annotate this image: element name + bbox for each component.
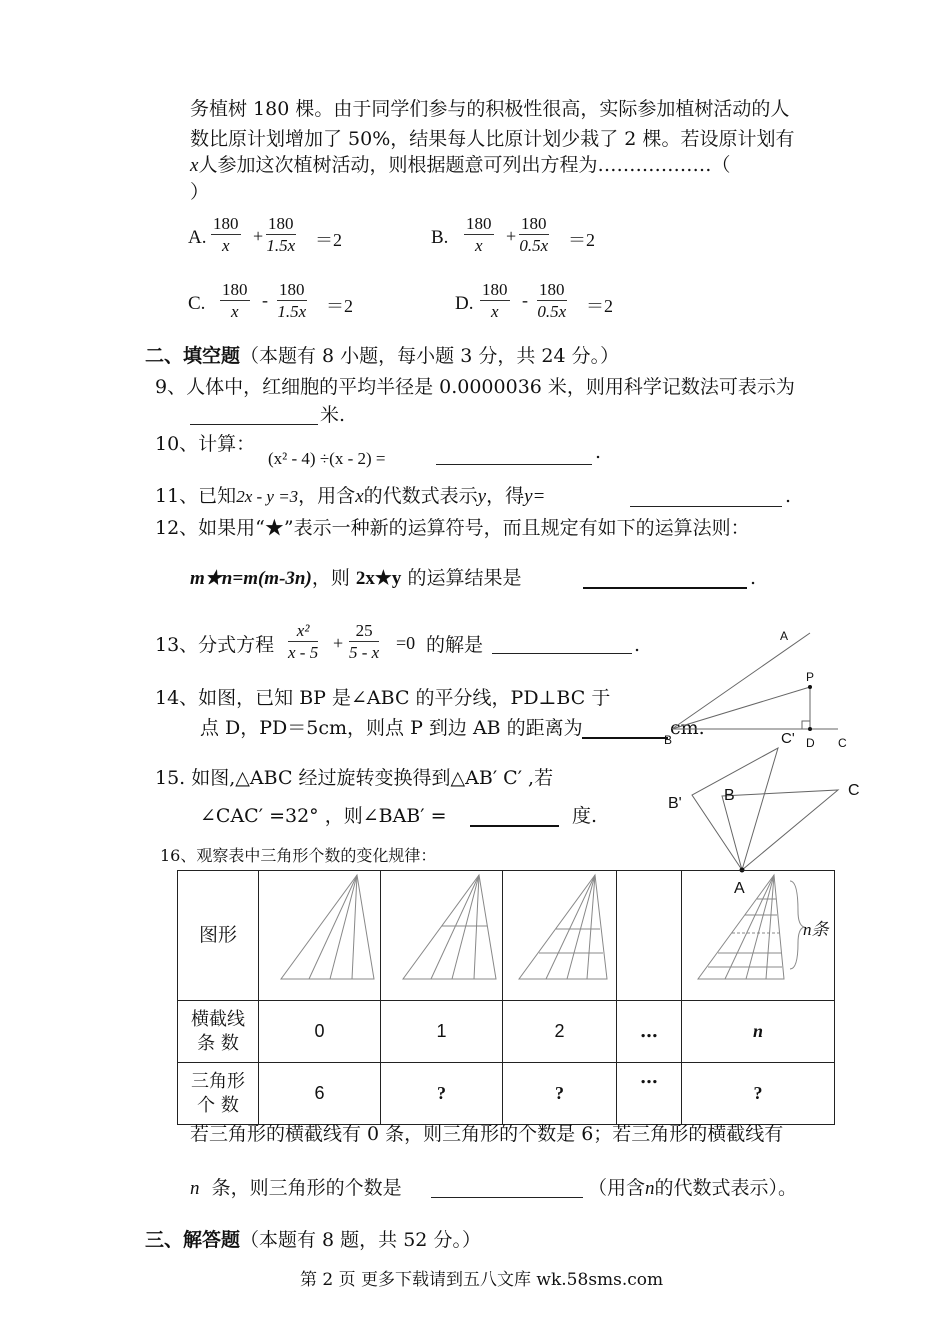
triangle-figure-n — [682, 871, 834, 995]
numerator: 180 — [213, 214, 239, 233]
option-d-frac2 — [537, 280, 567, 323]
page-footer: 第 2 页 更多下载请到五八文库 wk.58sms.com — [300, 1270, 664, 1290]
q11-var-y: y — [477, 486, 487, 507]
q15-line2: ∠CAC′ =32° ，则∠BAB′ = — [200, 805, 447, 827]
section2-heading — [145, 344, 619, 368]
q16-line2b: （用含 — [588, 1177, 646, 1199]
q12-tail: 的运算结果是 — [401, 567, 522, 589]
q10-answer-blank[interactable] — [436, 464, 592, 465]
q12-rule-line — [190, 566, 521, 591]
option-c-op: - — [262, 290, 268, 310]
q11-mid: ，用含 — [298, 485, 356, 507]
numerator: 180 — [482, 280, 508, 299]
q14-line1: 14、如图，已知 BP 是∠ABC 的平分线，PD⊥BC 于 — [155, 687, 611, 709]
q8-line1: 务植树 180 棵。由于同学们参与的积极性很高，实际参加植树活动的人 — [190, 98, 790, 120]
q16-text: 16、观察表中三角形个数的变化规律： — [160, 846, 437, 865]
q11-cond: 2x - y =3 — [236, 487, 299, 506]
row-label-lines: 横截线 条 数 — [178, 1001, 259, 1063]
numerator: x² — [288, 621, 318, 642]
n-lines-label: n条 — [803, 920, 829, 939]
option-b-frac2 — [519, 214, 549, 257]
q12-expr: 2x★y — [355, 568, 402, 589]
section2-title: 二、填空题 — [145, 345, 241, 367]
option-c-label: C. — [188, 293, 206, 314]
triangle-count-table — [177, 870, 835, 1125]
section2-note: （本题有 8 小题，每小题 3 分，共 24 分。） — [240, 345, 620, 367]
figure-cell-ellipsis — [617, 871, 682, 1001]
row-label-figure: 图形 — [178, 871, 259, 1001]
q16-line2a: 条，则三角形的个数是 — [211, 1177, 402, 1199]
denominator: 1.5x — [266, 236, 296, 255]
label-c-prime: C' — [781, 730, 795, 747]
q13-frac2 — [349, 621, 379, 664]
q16-var-n: n — [190, 1178, 200, 1199]
q16-line2 — [190, 1176, 402, 1201]
q11-text — [155, 484, 545, 509]
option-a-frac1 — [211, 214, 241, 257]
point-d — [808, 727, 812, 731]
lines-cell: … — [617, 1001, 682, 1063]
q16-line2-tail — [588, 1176, 797, 1201]
ray-bp — [672, 687, 810, 729]
figure-cell-0 — [259, 871, 381, 1001]
triangle-figure-0 — [259, 871, 380, 995]
section3-title: 三、解答题 — [145, 1229, 241, 1251]
q16-line2d: 的代数式表示）。 — [654, 1177, 798, 1199]
q12-rule: m★n=m(m-3n) — [190, 568, 312, 589]
label-d: D — [806, 736, 815, 750]
option-c-frac1 — [220, 280, 250, 323]
q13-rhs: =0 — [396, 633, 416, 653]
table-row-figures — [178, 871, 835, 1001]
q16-line1: 若三角形的横截线有 0 条，则三角形的个数是 6；若三角形的横截线有 — [190, 1123, 784, 1145]
option-d-op: - — [522, 290, 528, 310]
option-d-frac1 — [480, 280, 510, 323]
numerator: 180 — [539, 280, 565, 299]
q12-mid: ，则 — [311, 567, 356, 589]
q12-text: 12、如果用“★”表示一种新的运算符号，而且规定有如下的运算法则： — [155, 517, 750, 539]
option-d-label: D. — [455, 293, 474, 314]
q13-label: 13、分式方程 — [155, 634, 275, 656]
row-label-counts: 三角形 个 数 — [178, 1063, 259, 1125]
q9-answer-blank[interactable] — [190, 424, 318, 425]
section3-heading — [145, 1228, 481, 1252]
numerator: 180 — [521, 214, 547, 233]
count-cell: ? — [682, 1063, 835, 1125]
q8-line3 — [190, 153, 730, 178]
q14-answer-blank[interactable] — [582, 737, 668, 739]
fig14-bisector-diagram — [660, 625, 860, 755]
denominator: x - 5 — [288, 643, 319, 662]
table-row-counts — [178, 1063, 835, 1125]
q9-unit: 米. — [320, 404, 346, 426]
q11-label: 11、已知 — [155, 485, 237, 507]
q10-label: 10、计算： — [155, 433, 256, 455]
label-b: B — [724, 787, 735, 804]
q11-answer-blank[interactable] — [630, 506, 782, 507]
q15-answer-blank[interactable] — [470, 825, 559, 827]
option-b-rhs: ＝2 — [568, 230, 595, 250]
triangle-ab-prime-c-prime — [692, 748, 778, 870]
lines-cell: 1 — [381, 1001, 503, 1063]
q13-frac1 — [288, 621, 318, 664]
label-c: C — [848, 782, 860, 799]
option-c-frac2 — [277, 280, 307, 323]
point-p — [808, 685, 812, 689]
q13-op: + — [333, 633, 344, 653]
q9-text: 9、人体中，红细胞的平均半径是 0.0000036 米，则用科学记数法可表示为 — [155, 376, 795, 398]
lines-cell: n — [682, 1001, 835, 1063]
label-c: C — [838, 736, 847, 750]
ray-ba — [672, 633, 810, 729]
q10-end: . — [595, 441, 602, 463]
denominator: 1.5x — [277, 302, 307, 321]
option-a-frac2 — [266, 214, 296, 257]
option-a-rhs: ＝2 — [315, 230, 342, 250]
q16-answer-blank[interactable] — [431, 1197, 583, 1198]
numerator: 25 — [349, 621, 379, 642]
q8-line3-text: 人参加这次植树活动，则根据题意可列出方程为………………（ — [198, 154, 731, 176]
figure-cell-2 — [503, 871, 617, 1001]
triangle-abc — [722, 790, 838, 870]
q14-end: cm. — [670, 717, 705, 739]
q8-line4: ） — [190, 181, 210, 203]
option-c-rhs: ＝2 — [326, 296, 353, 316]
q11-mid3: ，得 — [486, 485, 525, 507]
q15-line1: 15. 如图,△ABC 经过旋转变换得到△AB′ C′ ,若 — [155, 767, 554, 789]
count-cell: 6 — [259, 1063, 381, 1125]
q13-tail: 的解是 — [426, 634, 484, 656]
option-b-op: + — [506, 226, 517, 246]
q14-line2: 点 D，PD＝5cm，则点 P 到边 AB 的距离为 — [200, 717, 583, 739]
figure-cell-n — [682, 871, 835, 1001]
label-b: B — [664, 733, 673, 747]
q16-var-n2: n — [645, 1178, 655, 1199]
denominator: x — [221, 236, 230, 255]
denominator: x — [490, 302, 499, 321]
q13-end: . — [634, 634, 641, 656]
q13-answer-blank[interactable] — [492, 653, 632, 654]
option-b-label: B. — [431, 227, 449, 248]
denominator: x — [230, 302, 239, 321]
q11-end: . — [785, 485, 792, 507]
table-row-lines — [178, 1001, 835, 1063]
numerator: 180 — [268, 214, 294, 233]
denominator: 0.5x — [537, 302, 567, 321]
numerator: 180 — [466, 214, 492, 233]
numerator: 180 — [279, 280, 305, 299]
q10-expr: (x² - 4) ÷(x - 2) = — [268, 449, 386, 468]
lines-cell: 0 — [259, 1001, 381, 1063]
label-p: P — [806, 670, 815, 684]
option-a-label: A. — [188, 227, 207, 248]
denominator: x — [474, 236, 483, 255]
q8-var-x: x — [190, 155, 199, 176]
label-a: A — [734, 880, 745, 897]
option-d-rhs: ＝2 — [586, 296, 613, 316]
triangle-figure-1 — [381, 871, 502, 995]
q11-mid2: 的代数式表示 — [363, 485, 478, 507]
count-cell: ? — [503, 1063, 617, 1125]
option-a-op: + — [253, 226, 264, 246]
numerator: 180 — [222, 280, 248, 299]
count-cell: … — [617, 1063, 682, 1125]
denominator: 5 - x — [349, 643, 380, 662]
label-a: A — [780, 629, 789, 643]
option-b-frac1 — [464, 214, 494, 257]
q11-var-x: x — [355, 486, 364, 507]
q12-end: . — [750, 567, 757, 589]
count-cell: ? — [381, 1063, 503, 1125]
q15-end: 度. — [572, 805, 598, 827]
section3-note: （本题有 8 题，共 52 分。） — [240, 1229, 481, 1251]
triangle-figure-2 — [503, 871, 616, 995]
q8-line2: 数比原计划增加了 50%，结果每人比原计划少栽了 2 棵。若设原计划有 — [190, 128, 795, 150]
label-b-prime: B' — [668, 795, 682, 812]
denominator: 0.5x — [519, 236, 549, 255]
figure-cell-1 — [381, 871, 503, 1001]
q11-ans: y= — [524, 486, 546, 507]
q12-answer-blank[interactable] — [583, 587, 747, 589]
lines-cell: 2 — [503, 1001, 617, 1063]
